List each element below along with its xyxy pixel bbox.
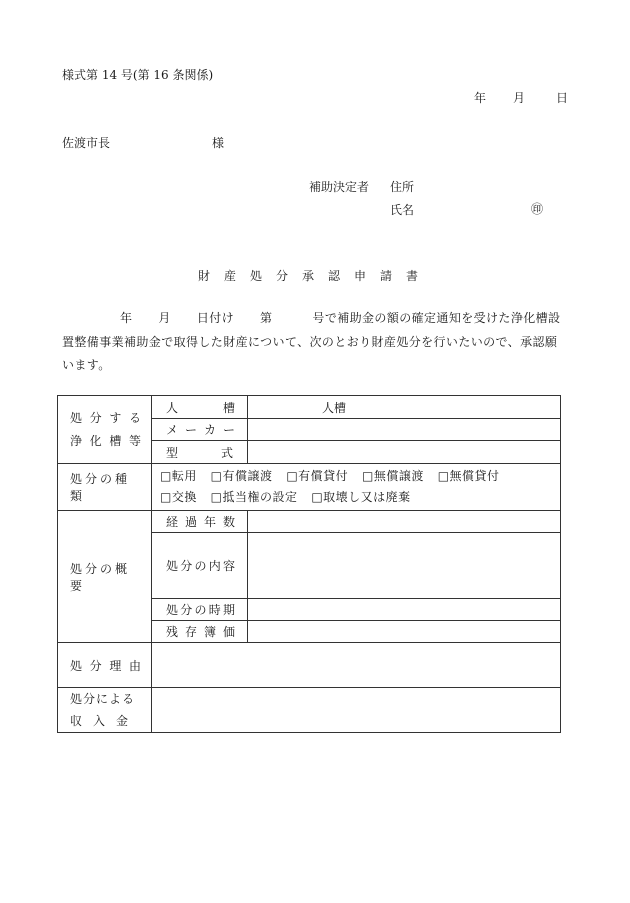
content-field[interactable] bbox=[248, 533, 561, 599]
addressee-name: 佐渡市長 bbox=[62, 136, 111, 150]
body-year: 年 bbox=[120, 311, 133, 325]
capacity-label: 人 槽 bbox=[152, 396, 248, 419]
option-free-lease[interactable]: □無償貸付 bbox=[437, 469, 500, 483]
form-number: 様式第 14 号(第 16 条関係) bbox=[62, 68, 214, 82]
option-demolition[interactable]: □取壊し又は廃棄 bbox=[311, 490, 411, 504]
income-label-cell bbox=[58, 688, 152, 733]
timing-label: 処 分 の 時 期 bbox=[152, 599, 248, 621]
option-mortgage[interactable]: □抵当権の設定 bbox=[210, 490, 298, 504]
model-label: 型 式 bbox=[152, 441, 248, 464]
option-free-transfer[interactable]: □無償譲渡 bbox=[362, 469, 424, 483]
book-value-label: 残 存 簿 価 bbox=[152, 621, 248, 643]
body-month: 月 bbox=[158, 311, 171, 325]
kind-options bbox=[152, 464, 561, 511]
addressee-honorific: 様 bbox=[212, 136, 225, 150]
option-paid-lease[interactable]: □有償貸付 bbox=[286, 469, 349, 483]
tank-label-line2: 浄 化 槽 等 bbox=[70, 433, 141, 448]
option-conversion[interactable]: □転用 bbox=[160, 469, 197, 483]
maker-value-field[interactable] bbox=[248, 419, 561, 441]
date-day-label: 日 bbox=[556, 91, 569, 105]
body-text: 号で補助金の額の確定通知を受けた浄化槽設置整備事業補助金で取得した財産について、次のとおり財産処分を行いたいので、承認願います。 bbox=[62, 311, 561, 372]
tank-label-line1: 処 分 す る bbox=[70, 410, 141, 425]
timing-field[interactable] bbox=[248, 599, 561, 621]
body-day-dated: 日付け bbox=[196, 311, 235, 325]
reason-field[interactable] bbox=[152, 643, 561, 688]
kind-label: 処分の種類 bbox=[58, 464, 152, 511]
summary-label: 処分の概要 bbox=[58, 511, 152, 643]
applicant-role: 補助決定者 bbox=[309, 180, 370, 194]
income-label-line2: 収入金 bbox=[70, 714, 140, 728]
content-label: 処 分 の 内 容 bbox=[152, 533, 248, 599]
model-value-field[interactable] bbox=[248, 441, 561, 464]
option-paid-transfer[interactable]: □有償譲渡 bbox=[210, 469, 273, 483]
tank-label-cell bbox=[58, 396, 152, 464]
elapsed-years-label: 経 過 年 数 bbox=[152, 511, 248, 533]
date-year-label: 年 bbox=[474, 91, 487, 105]
income-label-line1: 処分による bbox=[70, 692, 136, 706]
income-field[interactable] bbox=[152, 688, 561, 733]
seal-mark: ㊞ bbox=[531, 202, 544, 216]
book-value-field[interactable] bbox=[248, 621, 561, 643]
reason-label: 処 分 理 由 bbox=[58, 643, 152, 688]
document-title: 財産処分承認申請書 bbox=[198, 269, 433, 283]
body-paragraph bbox=[62, 307, 562, 378]
disposal-form-table bbox=[57, 395, 561, 733]
capacity-value-field[interactable]: 人槽 bbox=[248, 396, 561, 419]
elapsed-years-field[interactable] bbox=[248, 511, 561, 533]
maker-label: メ ー カ ー bbox=[152, 419, 248, 441]
body-number-prefix: 第 bbox=[260, 311, 273, 325]
option-exchange[interactable]: □交換 bbox=[160, 490, 197, 504]
applicant-address-label: 住所 bbox=[390, 180, 415, 194]
applicant-name-label: 氏名 bbox=[390, 203, 415, 217]
date-month-label: 月 bbox=[513, 91, 526, 105]
